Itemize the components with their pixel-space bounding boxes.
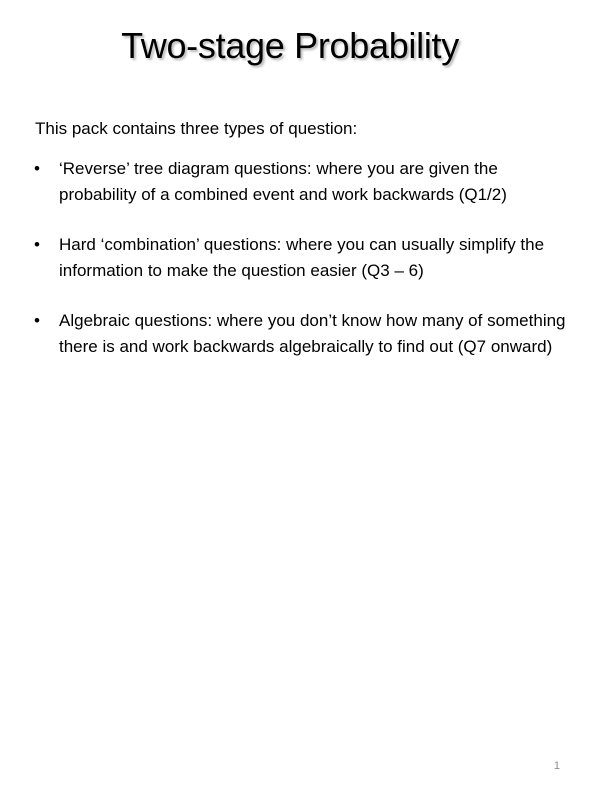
bullet-icon: • <box>34 235 40 254</box>
bullet-icon: • <box>34 159 40 178</box>
slide-title-text: Two-stage Probability <box>121 25 459 66</box>
bullet-item-reverse-tree <box>35 156 570 208</box>
page-number: 1 <box>553 760 560 772</box>
bullet-text: Hard ‘combination’ questions: where you can usually simplify the information to make the question easier (Q3 – 6) <box>59 235 545 280</box>
bullet-item-combination <box>35 232 570 284</box>
slide-body <box>35 116 570 384</box>
slide-title <box>0 22 600 70</box>
intro-text: This pack contains three types of question: <box>35 119 358 138</box>
bullet-icon: • <box>34 311 40 330</box>
bullet-item-algebraic <box>35 308 570 360</box>
bullet-list <box>35 156 570 360</box>
bullet-text: Algebraic questions: where you don’t know how many of something there is and work backwards algebraically to find out (Q7 onward) <box>59 311 566 356</box>
bullet-text: ‘Reverse’ tree diagram questions: where you are given the probability of a combined event and work backwards (Q1/2) <box>59 159 507 204</box>
